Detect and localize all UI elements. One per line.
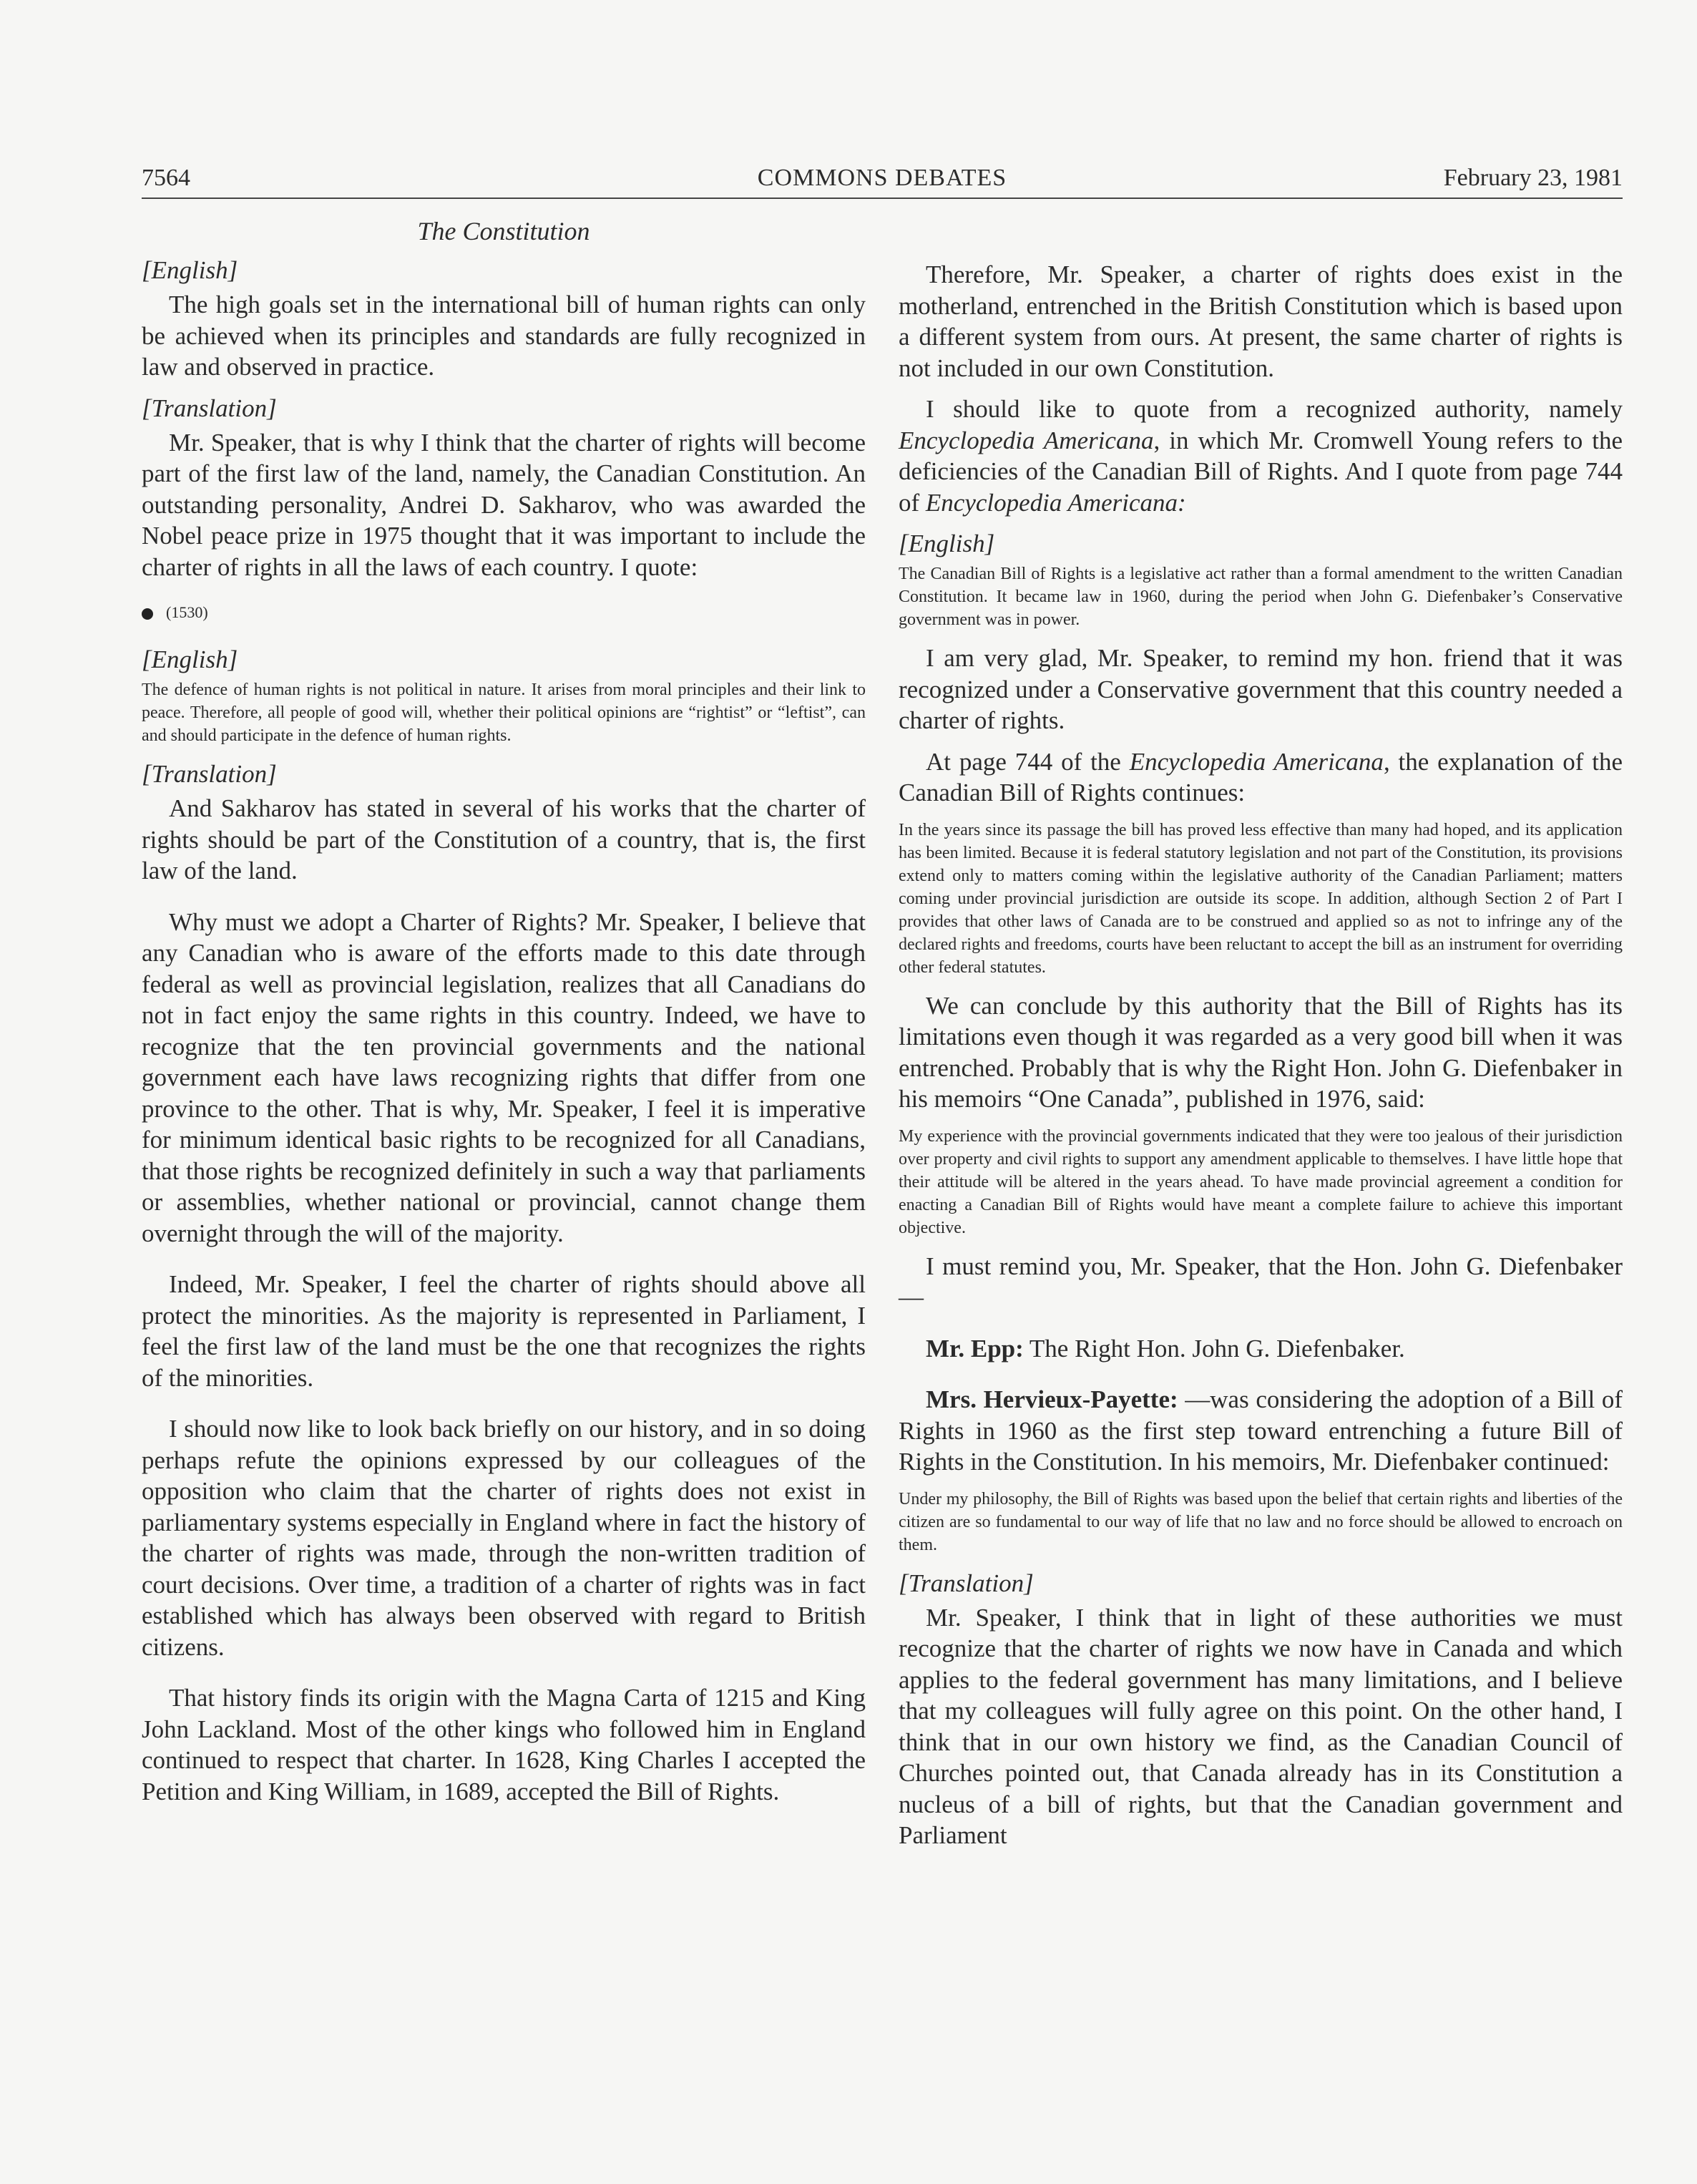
page-header [142, 165, 1623, 196]
paragraph: And Sakharov has stated in several of his works that the charter of rights should be part of the Constitution of a country, that is, the first law of the land. [142, 794, 866, 884]
page-number: 7564 [142, 165, 190, 191]
language-tag: [English] [899, 530, 995, 557]
paragraph: Indeed, Mr. Speaker, I feel the charter of rights should above all protect the minorities. As the majority is represented in Parliament, I feel the first law of the land must be the one that recognizes the rights of the minorities. [142, 1270, 866, 1392]
paragraph: At page 744 of the Encyclopedia Americana, the explanation of the Canadian Bill of Rights continues: [899, 747, 1623, 806]
section-title: The Constitution [417, 217, 590, 245]
publication-title: COMMONS DEBATES [757, 165, 1007, 191]
paragraph: I should now like to look back briefly on our history, and in so doing perhaps refute the opinions expressed by our colleagues of the opposition who claim that the charter of rights does not exist in parliamentary systems especially in England where in fact the history of the charter of rights was made, through the non-written tradition of court decisions. Over time, a tradition of a charter of rights was in fact established which has always been observed with regard to British citizens. [142, 1415, 866, 1661]
paragraph: I should like to quote from a recognized authority, namely Encyclopedia Americana, in which Mr. Cromwell Young refers to the deficiencies of the Canadian Bill of Rights. And I quote from page 744 of Encyclopedia Americana: [899, 395, 1623, 517]
language-tag: [Translation] [142, 394, 277, 422]
paragraph: We can conclude by this authority that the Bill of Rights has its limitations even though it was regarded as a very good bill when it was entrenched. Probably that is why the Right Hon. John G. Diefenbaker in his memoirs “One Canada”, published in 1976, said: [899, 991, 1623, 1113]
paragraph: That history finds its origin with the Magna Carta of 1215 and King John Lackland. Most of the other kings who followed him in England continued to respect that charter. In 1628, King Charles I accepted the Petition and King William, in 1689, accepted the Bill of Rights. [142, 1684, 866, 1805]
publication-name: Encyclopedia Americana [1129, 747, 1384, 776]
speaker-paragraph: Mr. Epp: The Right Hon. John G. Diefenbaker. [926, 1334, 1405, 1362]
block-quote: In the years since its passage the bill has proved less effective than many had hoped, and its application has been limited. Because it is federal statutory legislation and not part of the Constitution, its provisions extend only to matters coming within the legislative authority of the Canadian Parliament; matters coming under provincial jurisdiction are outside its scope. In addition, although Section 2 of Part I provides that other laws of Canada are to be construed and applied so as not to infringe any of the declared rights and freedoms, courts have been reluctant to accept the bill as an instrument for overriding other federal statutes. [899, 820, 1623, 977]
speaker-name: Mr. Epp: [926, 1334, 1024, 1362]
publication-name: Encyclopedia Americana: [925, 488, 1186, 517]
language-tag: [Translation] [142, 760, 277, 788]
paragraph: Mr. Speaker, that is why I think that the charter of rights will become part of the first law of the land, namely, the Canadian Constitution. An outstanding personality, Andrei D. Sakharov, who was awarded the Nobel peace prize in 1975 thought that it was important to include the charter of rights in all the laws of each country. I quote: [142, 428, 866, 581]
paragraph: Therefore, Mr. Speaker, a charter of rights does exist in the motherland, entrenched in the British Constitution which is based upon a different system from ours. At present, the same charter of rights is not included in our own Constitution. [899, 260, 1623, 382]
publication-name: Encyclopedia Americana [899, 426, 1154, 454]
speaker-name: Mrs. Hervieux-Payette: [926, 1385, 1178, 1413]
block-quote: The defence of human rights is not political in nature. It arises from moral principles and their link to peace. Therefore, all people of good will, whether their political opinions are “rightist” or “leftist”, can and should participate in the defence of human rights. [142, 681, 866, 745]
language-tag: [English] [142, 645, 238, 673]
header-rule [142, 198, 1623, 199]
language-tag: [Translation] [899, 1569, 1034, 1597]
block-quote: The Canadian Bill of Rights is a legislative act rather than a formal amendment to the written Canadian Constitution. It became law in 1960, during the period when John G. Diefenbaker’s Conservative government was in power. [899, 565, 1623, 629]
bullet-icon [142, 608, 153, 620]
paragraph: I must remind you, Mr. Speaker, that the Hon. John G. Diefenbaker— [899, 1252, 1623, 1311]
time-marker-text: (1530) [166, 603, 208, 621]
block-quote: Under my philosophy, the Bill of Rights was based upon the belief that certain rights and liberties of the citizen are so fundamental to our way of life that no law and no force should be allowed to encroach on them. [899, 1489, 1623, 1554]
publication-date: February 23, 1981 [1443, 165, 1623, 191]
block-quote: My experience with the provincial governments indicated that they were too jealous of their jurisdiction over property and civil rights to support any amendment applicable to themselves. I have little hope that their attitude will be altered in the years ahead. To have made provincial agreement a condition for enacting a Canadian Bill of Rights would have meant a complete failure to achieve this important objective. [899, 1126, 1623, 1237]
time-marker [142, 601, 866, 624]
speaker-paragraph: Mrs. Hervieux-Payette: —was considering the adoption of a Bill of Rights in 1960 as the first step toward entrenching a future Bill of Rights in the Constitution. In his memoirs, Mr. Diefenbaker continued: [899, 1385, 1623, 1476]
paragraph: The high goals set in the international bill of human rights can only be achieved when its principles and standards are fully recognized in law and observed in practice. [142, 291, 866, 381]
paragraph: Mr. Speaker, I think that in light of these authorities we must recognize that the charter of rights we now have in Canada and which applies to the federal government has many limitations, and I believe that my colleagues will fully agree on this point. On the other hand, I think that in our own history we find, as the Canadian Council of Churches pointed out, that Canada already has in its Constitution a nucleus of a bill of rights, but that the Canadian government and Parliament [899, 1603, 1623, 1849]
right-column [899, 215, 1623, 1861]
paragraph: I am very glad, Mr. Speaker, to remind my hon. friend that it was recognized under a Conservative government that this country needed a charter of rights. [899, 644, 1623, 734]
left-column [142, 215, 866, 1817]
language-tag: [English] [142, 256, 238, 284]
paragraph: Why must we adopt a Charter of Rights? Mr. Speaker, I believe that any Canadian who is aware of the efforts made to this date through federal as well as provincial legislation, realizes that all Canadians do not in fact enjoy the same rights in this country. Indeed, we have to recognize that the ten provincial governments and the national government each have laws recognizing rights that differ from one province to the other. That is why, Mr. Speaker, I feel it is imperative for minimum identical basic rights to be recognized for all Canadians, that those rights be recognized definitely in such a way that parliaments or assemblies, whether national or provincial, cannot change them overnight through the will of the majority. [142, 907, 866, 1247]
